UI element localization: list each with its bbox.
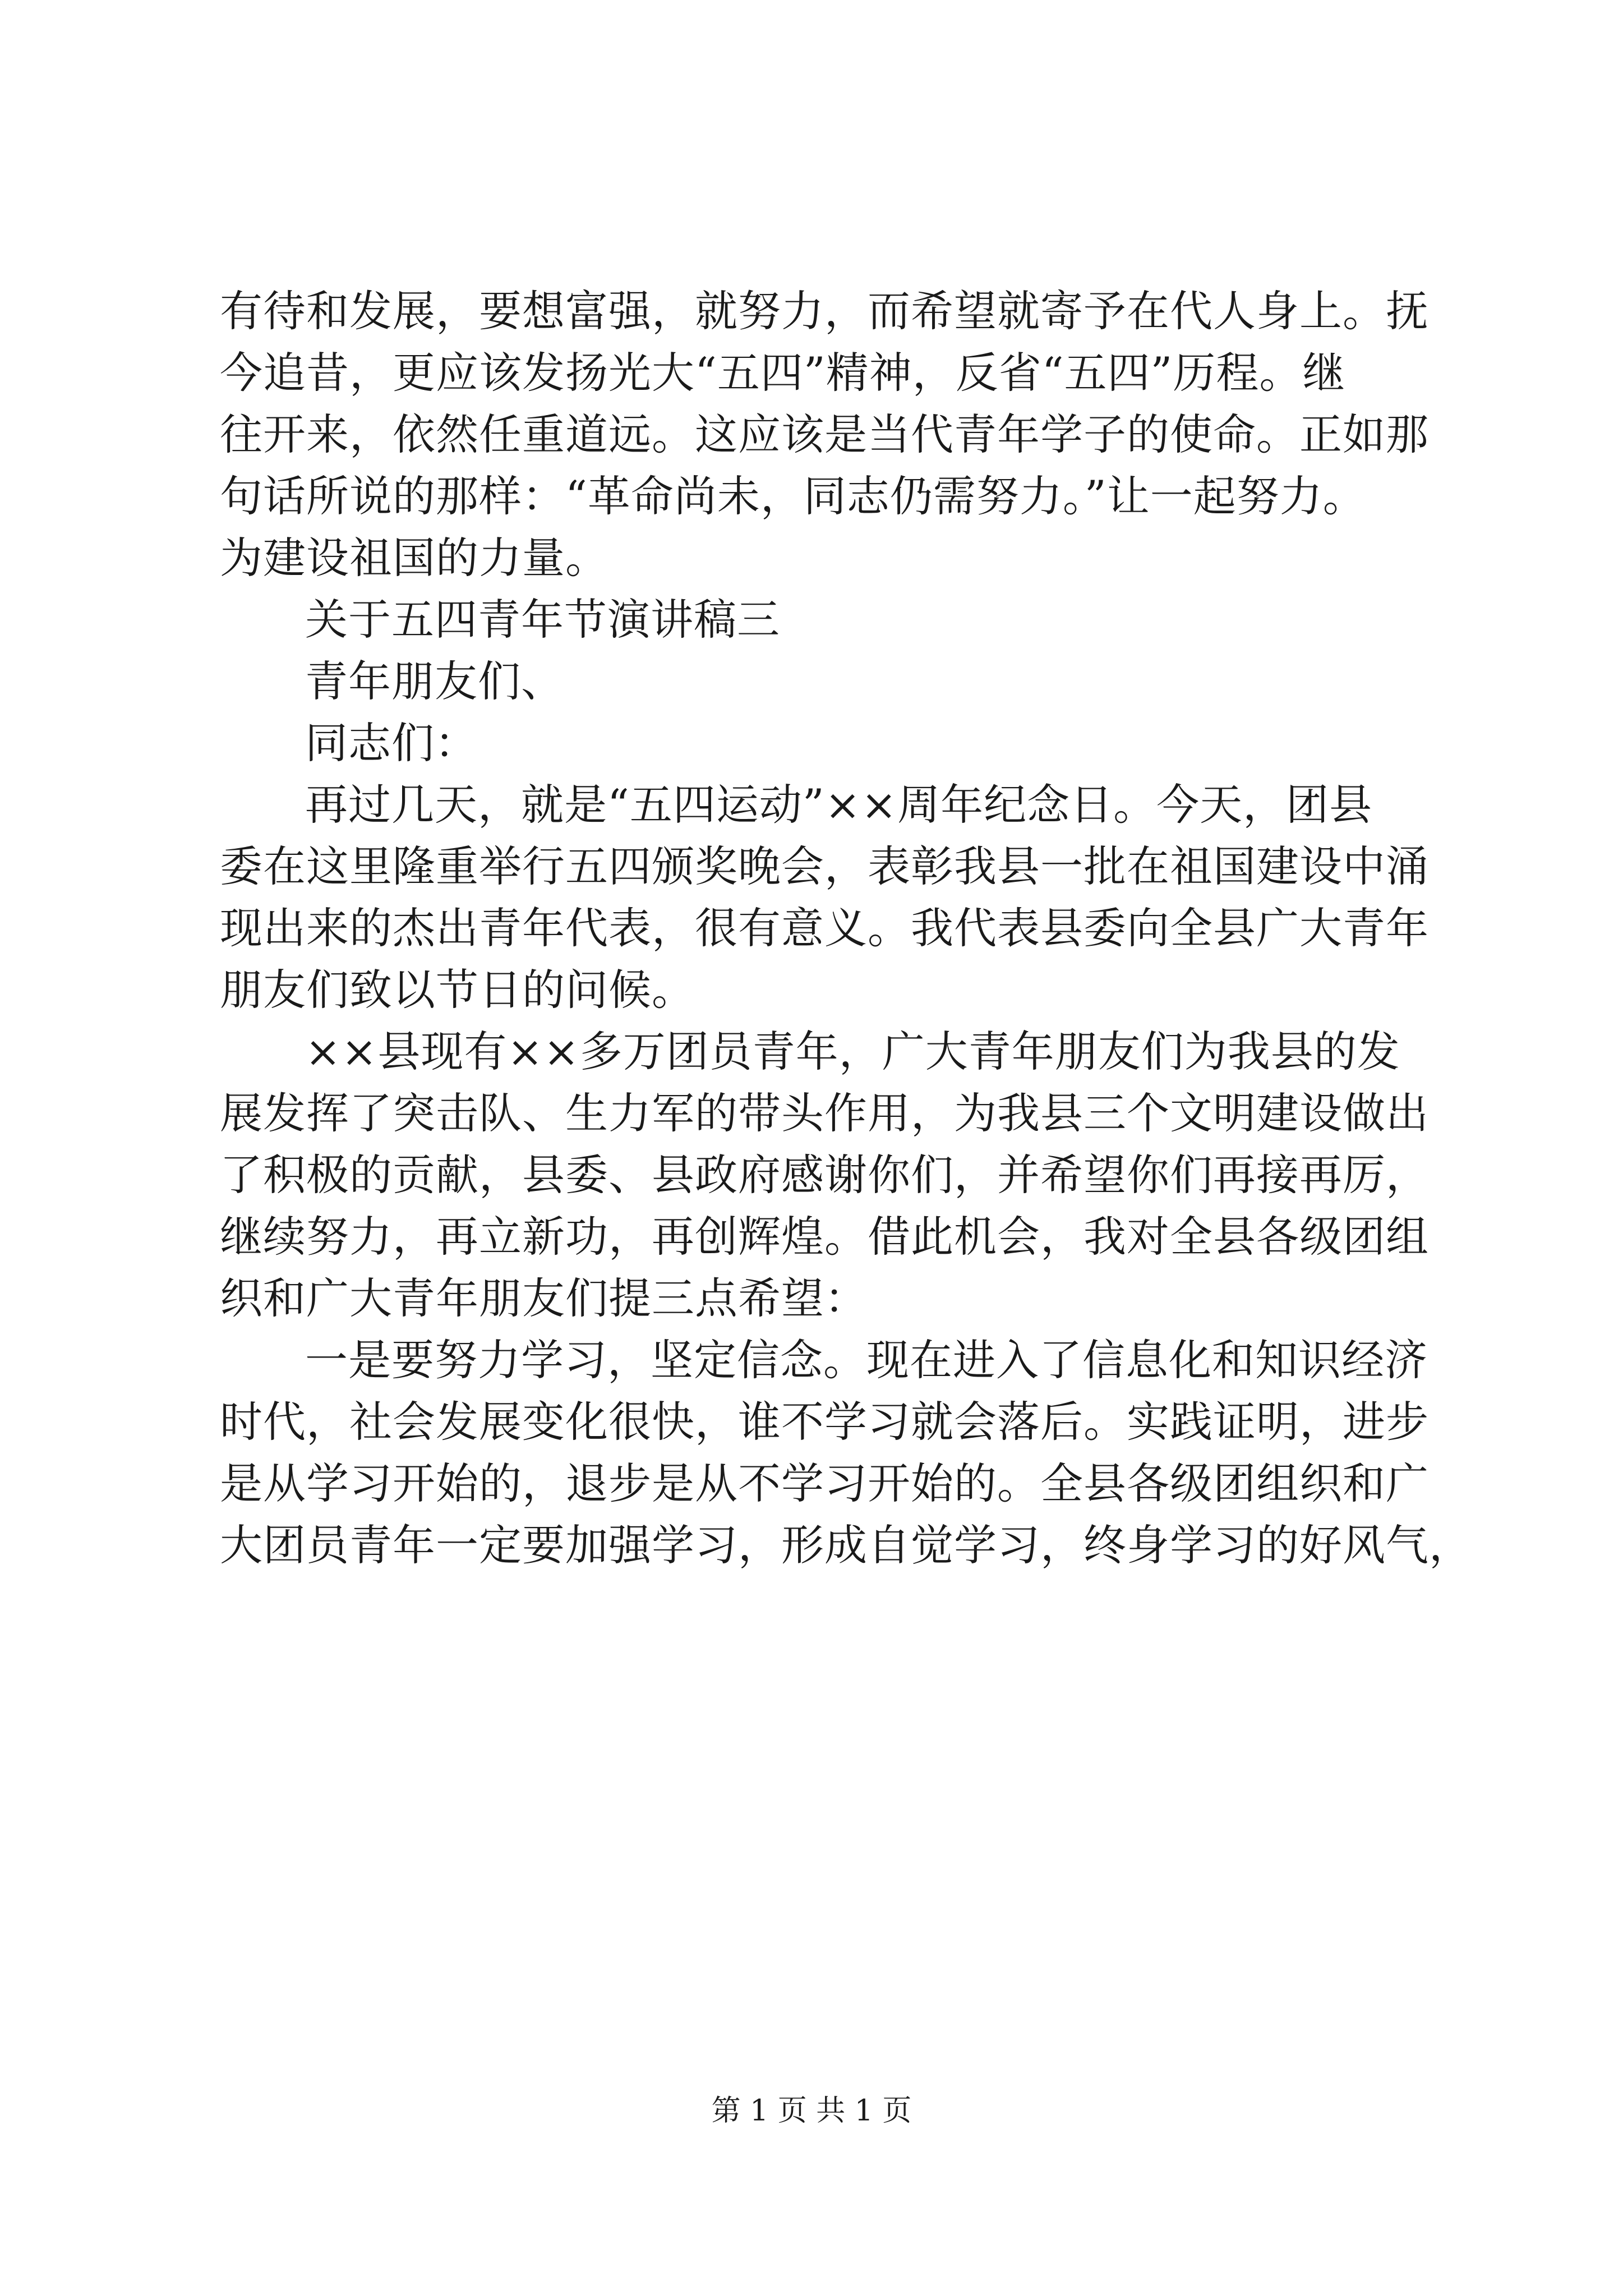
text-line-13: ××县现有××多万团员青年，广大青年朋友们为我县的发 bbox=[305, 1027, 1400, 1076]
salutation-line-1: 青年朋友们、 bbox=[305, 656, 564, 706]
text-line-21: 大团员青年一定要加强学习，形成自觉学习，终身学习的好风气， bbox=[220, 1520, 1472, 1570]
text-line-14: 展发挥了突击队、生力军的带头作用，为我县三个文明建设做出 bbox=[220, 1088, 1429, 1138]
text-line-16: 继续努力，再立新功，再创辉煌。借此机会，我对全县各级团组 bbox=[220, 1212, 1429, 1262]
text-line-11: 现出来的杰出青年代表，很有意义。我代表县委向全县广大青年 bbox=[220, 903, 1429, 953]
text-line-17: 织和广大青年朋友们提三点希望： bbox=[220, 1273, 868, 1323]
document-body bbox=[220, 280, 1472, 1576]
text-line-12: 朋友们致以节日的问候。 bbox=[220, 965, 695, 1015]
text-line-1: 有待和发展，要想富强，就努力，而希望就寄予在代人身上。抚 bbox=[220, 286, 1429, 336]
section-heading: 关于五四青年节演讲稿三 bbox=[305, 595, 780, 645]
text-line-3: 往开来，依然任重道远。这应该是当代青年学子的使命。正如那 bbox=[220, 409, 1429, 459]
page-number-footer: 第 1 页 共 1 页 bbox=[711, 2094, 912, 2128]
salutation-line-2: 同志们： bbox=[305, 718, 478, 768]
text-line-2: 今追昔，更应该发扬光大“五四”精神，反省“五四”历程。继 bbox=[220, 348, 1346, 398]
text-line-5: 为建设祖国的力量。 bbox=[220, 533, 608, 583]
text-line-10: 委在这里隆重举行五四颁奖晚会，表彰我县一批在祖国建设中涌 bbox=[220, 841, 1429, 891]
text-line-15: 了积极的贡献，县委、县政府感谢你们，并希望你们再接再厉， bbox=[220, 1150, 1429, 1200]
text-line-19: 时代，社会发展变化很快，谁不学习就会落后。实践证明，进步 bbox=[220, 1397, 1429, 1447]
text-line-18: 一是要努力学习，坚定信念。现在进入了信息化和知识经济 bbox=[305, 1335, 1428, 1385]
text-line-9: 再过几天，就是“五四运动”××周年纪念日。今天，团县 bbox=[305, 780, 1373, 830]
text-line-20: 是从学习开始的，退步是从不学习开始的。全县各级团组织和广 bbox=[220, 1458, 1429, 1508]
text-line-4: 句话所说的那样：“革命尚未，同志仍需努力。”让一起努力。 bbox=[220, 471, 1366, 521]
